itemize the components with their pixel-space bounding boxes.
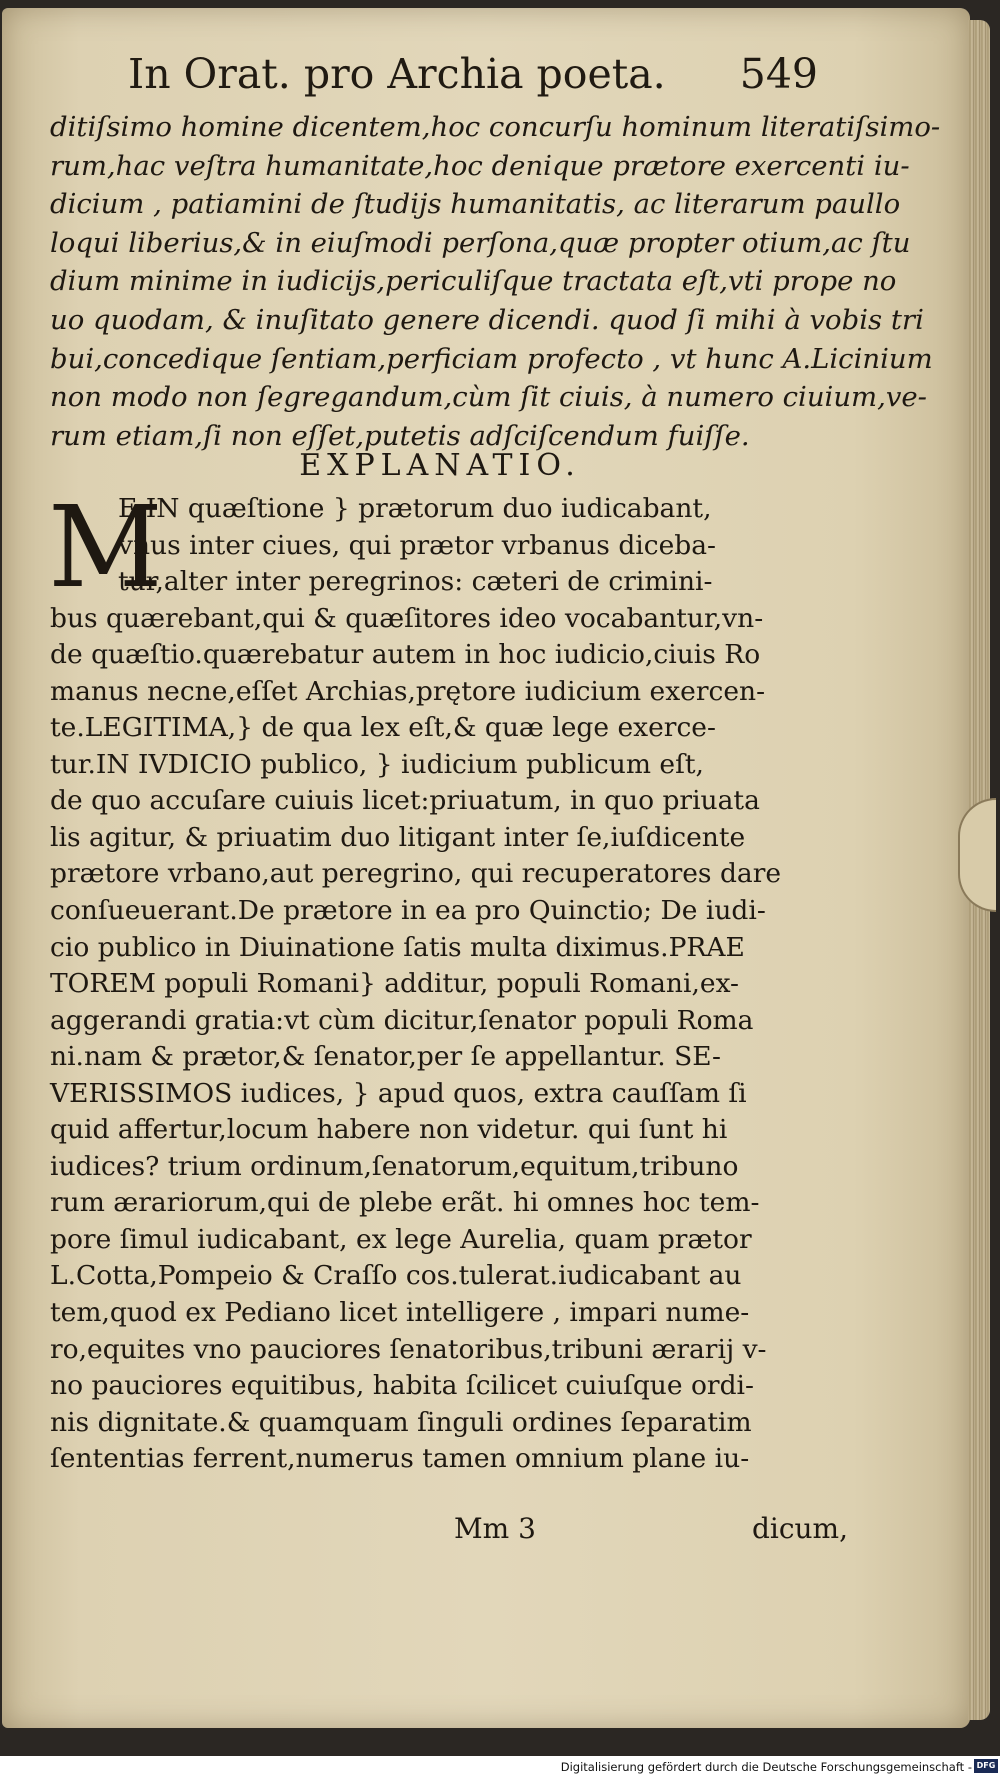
text-line: nis dignitate.& quamquam ſinguli ordines ſeparatim <box>50 1406 752 1438</box>
text-line: quid affertur,locum habere non videtur. qui ſunt hi <box>50 1114 728 1146</box>
catchword: dicum, <box>751 1512 848 1545</box>
text-line: bui,concedique ſentiam,perficiam profecto , vt hunc A.Licinium <box>50 342 933 375</box>
text-line: rum,hac veſtra humanitate,hoc denique prætore exercenti iu- <box>50 149 910 182</box>
text-line: conſueuerant.De prætore in ea pro Quinctio; De iudi- <box>50 895 766 927</box>
text-line: aggerandi gratia:vt cùm dicitur,ſenator populi Roma <box>50 1004 754 1036</box>
text-line: VERISSIMOS iudices, } apud quos, extra cauſſam ſi <box>50 1077 747 1109</box>
page-number: 549 <box>739 50 818 98</box>
latin-oration-text <box>50 108 941 455</box>
text-line: manus necne,eſſet Archias,prętore iudicium exercen- <box>50 675 766 707</box>
text-line: iudices? trium ordinum,ſenatorum,equitum,tribuno <box>50 1150 739 1182</box>
text-line: non modo non ſegregandum,cùm ſit ciuis, à numero ciuium,ve- <box>50 381 927 414</box>
text-line: prætore vrbano,aut peregrino, qui recuperatores dare <box>50 858 782 890</box>
text-line: L.Cotta,Pompeio & Craſſo cos.tulerat.iudicabant au <box>50 1260 742 1292</box>
running-title: In Orat. pro Archia poeta. <box>128 50 666 98</box>
text-line: rum ærariorum,qui de plebe erãt. hi omnes hoc tem- <box>50 1187 760 1219</box>
text-line: pore ſimul iudicabant, ex lege Aurelia, quam prætor <box>50 1223 752 1255</box>
explanatio-text <box>48 483 840 1478</box>
page-header <box>128 50 818 112</box>
text-line: dicium , patiamini de ſtudijs humanitatis, ac literarum paullo <box>50 188 901 221</box>
text-line: cio publico in Diuinatione ſatis multa diximus.PRAE <box>50 931 745 963</box>
dropcap-letter: M <box>48 483 163 613</box>
text-line: loqui liberius,& in eiuſmodi perſona,quæ propter otium,ac ſtu <box>50 226 911 259</box>
text-line: bus quærebant,qui & quæſitores ideo vocabantur,vn- <box>50 602 764 634</box>
text-line: de quo accuſare cuiuis licet:priuatum, in quo priuata <box>50 785 760 817</box>
text-line: TOREM populi Romani} additur, populi Romani,ex- <box>50 968 739 1000</box>
signature-mark: Mm 3 <box>454 1512 536 1545</box>
text-line: tem,quod ex Pediano licet intelligere , impari nume- <box>50 1297 750 1329</box>
thumb-tab <box>958 798 996 912</box>
text-line: ro,equites vno pauciores ſenatoribus,tribuni ærarij v- <box>50 1333 767 1365</box>
text-line: E IN quæſtione } prætorum duo iudicabant, <box>118 493 712 524</box>
section-heading: EXPLANATIO. <box>299 448 581 483</box>
text-line: vnus inter ciues, qui prætor vrbanus diceba- <box>118 529 717 561</box>
text-line: ditiſsimo homine dicentem,hoc concurſu hominum literatiſsimo- <box>50 111 941 143</box>
text-line: te.LEGITIMA,} de qua lex eſt,& quæ lege exerce- <box>50 712 716 744</box>
text-line: dium minime in iudicijs,periculiſque tractata eſt,vti prope no <box>50 265 897 298</box>
text-line: lis agitur, & priuatim duo litigant inter ſe,iuſdicente <box>50 821 746 853</box>
dfg-logo: DFG <box>974 1759 998 1773</box>
text-line: no pauciores equitibus, habita ſcilicet cuiuſque ordi- <box>50 1370 754 1402</box>
text-line: rum etiam,ſi non eſſet,putetis adſciſcendum fuiſſe. <box>50 419 750 452</box>
text-line: uo quodam, & inuſitato genere dicendi. quod ſi mihi à vobis tri <box>50 303 924 336</box>
text-line: de quæſtio.quærebatur autem in hoc iudicio,ciuis Ro <box>50 639 761 671</box>
page-footer <box>50 1512 848 1552</box>
text-line: ni.nam & prætor,& ſenator,per ſe appellantur. SE- <box>50 1041 722 1073</box>
funding-credit: Digitalisierung gefördert durch die Deutsche Forschungsgemeinschaft - <box>560 1760 972 1774</box>
text-line: tur,alter inter peregrinos: cæteri de crimini- <box>118 566 713 598</box>
text-line: ſententias ferrent,numerus tamen omnium plane iu- <box>50 1443 750 1475</box>
text-line: tur.IN IVDICIO publico, } iudicium publicum eſt, <box>50 748 704 780</box>
credit-bar <box>0 1756 1000 1778</box>
